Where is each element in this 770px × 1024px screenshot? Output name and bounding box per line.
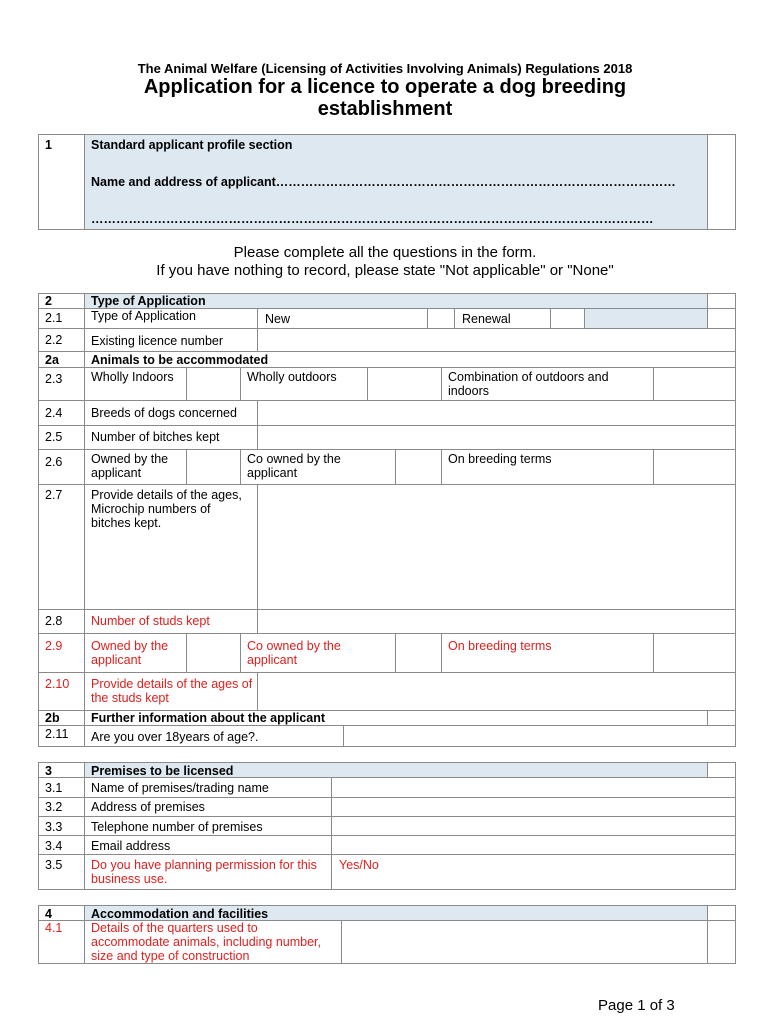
option-renewal-checkbox[interactable] [551,309,584,328]
row-2-7-number: 2.7 [45,488,63,502]
studs-count-field[interactable] [258,610,735,633]
row-2-9-number: 2.9 [45,639,63,653]
row-2-2-label: Existing licence number [91,334,224,348]
page-title: Application for a licence to operate a dog breeding establishment [143,76,627,120]
applicant-address-field[interactable]: ……………………………………………………………………………………………………………………… [91,212,654,226]
option-renewal-label: Renewal [462,312,511,326]
bitches-details-field[interactable] [258,485,735,609]
row-3-5-label: Do you have planning permission for this business use. [91,858,317,886]
row-2-7-label: Provide details of the ages, Microchip numbers of bitches kept. [91,488,242,530]
option-new-checkbox[interactable] [428,309,454,328]
row-2-6-number: 2.6 [45,455,63,469]
studs-breeding-terms-checkbox[interactable] [654,634,735,672]
section-2a-heading: Animals to be accommodated [91,353,269,367]
row-4-1-label: Details of the quarters used to accommodate animals, including number, size and type of construction [91,921,321,963]
section-2-number: 2 [45,294,52,308]
row-2-3-number: 2.3 [45,372,63,386]
combination-checkbox[interactable] [654,368,735,400]
row-2-11-number: 2.11 [45,727,69,741]
row-3-2-number: 3.2 [45,800,63,814]
row-2-4-number: 2.4 [45,406,63,420]
row-3-4-number: 3.4 [45,839,63,853]
wholly-outdoors-checkbox[interactable] [368,368,441,400]
row-3-3-number: 3.3 [45,820,63,834]
instruction-line-2: If you have nothing to record, please state "Not applicable" or "None" [156,262,614,279]
section-1-number: 1 [45,138,52,152]
row-3-5-number: 3.5 [45,858,63,872]
section-2a-number: 2a [45,353,59,367]
row-3-1-label: Name of premises/trading name [91,781,269,795]
studs-coowned-checkbox[interactable] [396,634,441,672]
section-2-heading: Type of Application [91,294,206,308]
row-2-5-label: Number of bitches kept [91,430,220,444]
page-number: Page 1 of 3 [598,997,675,1014]
studs-details-field[interactable] [258,673,735,710]
row-3-1-number: 3.1 [45,781,63,795]
quarters-details-field[interactable] [342,921,707,963]
row-2-5-number: 2.5 [45,430,63,444]
section-4-number: 4 [45,907,52,921]
row-3-3-label: Telephone number of premises [91,820,263,834]
premises-name-field[interactable] [332,778,735,797]
row-2-11-label: Are you over 18years of age?. [91,730,259,744]
row-3-4-label: Email address [91,839,171,853]
studs-owned-label: Owned by the applicant [91,639,169,667]
combination-label: Combination of outdoors and indoors [448,370,609,398]
row-2-1-end-shade [584,308,707,328]
bitches-count-field[interactable] [258,426,735,449]
bitches-breeding-terms-label: On breeding terms [448,452,552,466]
bitches-coowned-label: Co owned by the applicant [247,452,341,480]
studs-coowned-label: Co owned by the applicant [247,639,341,667]
premises-telephone-field[interactable] [332,817,735,835]
wholly-indoors-checkbox[interactable] [187,368,240,400]
row-2-10-number: 2.10 [45,677,70,691]
row-2-2-number: 2.2 [45,333,63,347]
bitches-owned-label: Owned by the applicant [91,452,169,480]
bitches-breeding-terms-checkbox[interactable] [654,450,735,484]
row-3-2-label: Address of premises [91,800,205,814]
section-2b-number: 2b [45,711,60,725]
section-1-heading: Standard applicant profile section [91,138,293,152]
section-3-number: 3 [45,764,52,778]
row-4-1-number: 4.1 [45,921,63,935]
applicant-name-field[interactable]: Name and address of applicant…………………………………………………………………………………… [91,175,676,189]
bitches-coowned-checkbox[interactable] [396,450,441,484]
row-2-8-number: 2.8 [45,614,63,628]
section-2b-heading: Further information about the applicant [91,711,326,725]
studs-breeding-terms-label: On breeding terms [448,639,552,653]
planning-permission-field[interactable]: Yes/No [339,858,379,872]
row-2-1-number: 2.1 [45,311,63,325]
row-2-4-label: Breeds of dogs concerned [91,406,237,420]
regulation-title: The Animal Welfare (Licensing of Activities Involving Animals) Regulations 2018 [137,61,633,76]
row-2-8-label: Number of studs kept [91,614,210,628]
row-2-10-label: Provide details of the ages of the studs kept [91,677,253,705]
age-confirmation-field[interactable] [344,726,735,746]
wholly-outdoors-label: Wholly outdoors [247,370,337,384]
option-new-label: New [265,312,291,326]
instruction-line-1: Please complete all the questions in the form. [233,244,537,261]
section-4-heading: Accommodation and facilities [91,907,269,921]
wholly-indoors-label: Wholly Indoors [91,370,174,384]
studs-owned-checkbox[interactable] [187,634,240,672]
premises-address-field[interactable] [332,798,735,816]
row-2-1-label: Type of Application [91,309,196,323]
breeds-field[interactable] [258,401,735,425]
premises-email-field[interactable] [332,836,735,854]
existing-licence-field[interactable] [258,329,735,351]
bitches-owned-checkbox[interactable] [187,450,240,484]
section-3-heading: Premises to be licensed [91,764,234,778]
